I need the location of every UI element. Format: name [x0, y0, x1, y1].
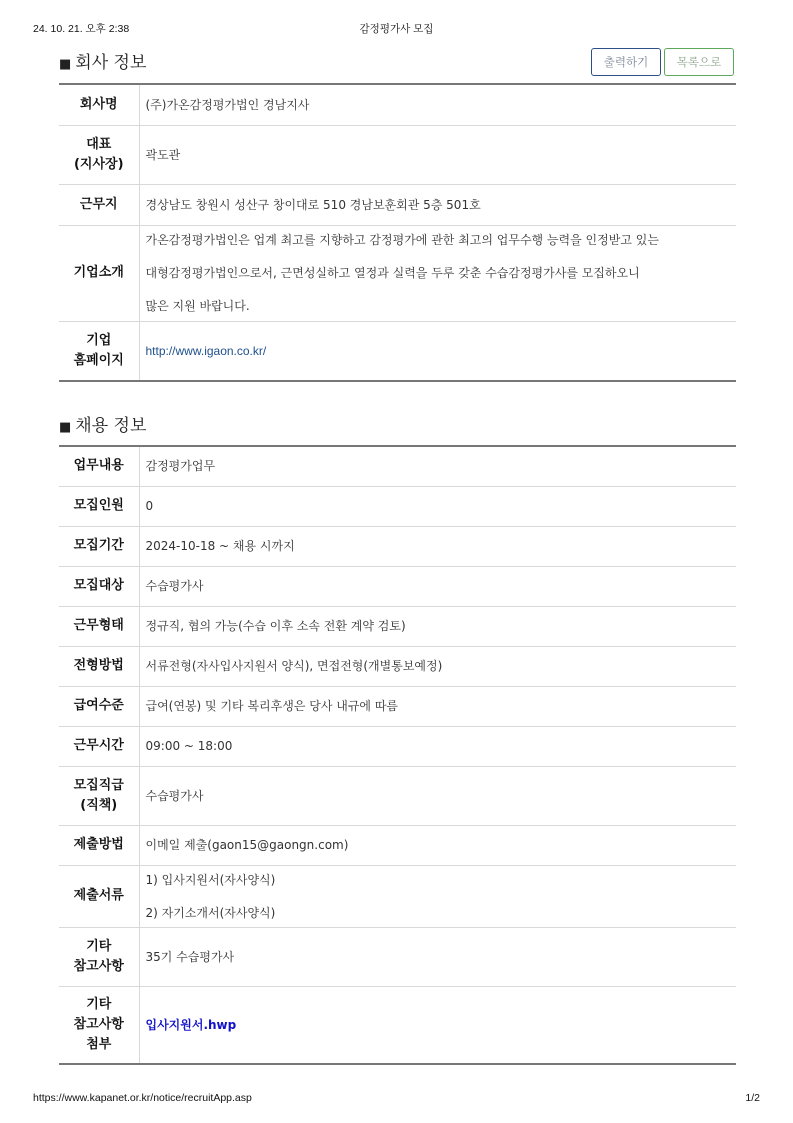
back-to-list-button[interactable]: 목록으로: [664, 48, 734, 76]
salary-value: 급여(연봉) 및 기타 복리후생은 당사 내규에 따름: [139, 686, 736, 726]
ceo-value: 곽도관: [139, 125, 736, 184]
attachment-link[interactable]: 입사지원서.hwp: [145, 1017, 237, 1032]
table-row: [59, 927, 736, 986]
table-row: [59, 865, 736, 927]
print-button[interactable]: 출력하기: [591, 48, 661, 76]
row-label: 대표 (지사장): [59, 125, 139, 184]
job-duty-value: 감정평가업무: [145, 459, 216, 474]
table-row: [59, 766, 736, 825]
row-label: 모집직급 (직책): [59, 766, 139, 825]
employment-type-value: 정규직, 협의 가능(수습 이후 소속 전환 계약 검토): [139, 606, 736, 646]
print-url: https://www.kapanet.or.kr/notice/recruitApp.asp: [33, 1092, 252, 1104]
row-label: 기타 참고사항: [59, 927, 139, 986]
workplace-value: 경상남도 창원시 성산구 창이대로 510 경남보훈회관 5층 501호: [139, 184, 736, 225]
company-info-table: [59, 83, 736, 382]
table-row: [59, 486, 736, 526]
recruit-info-title: 채용 정보: [75, 416, 147, 436]
table-row: [59, 526, 736, 566]
row-label: 회사명: [59, 84, 139, 125]
notes-value: 35기 수습평가사: [139, 927, 736, 986]
document-line: 1) 입사지원서(자사양식): [145, 872, 276, 887]
table-row: [59, 184, 736, 225]
work-hours-value: 09:00 ~ 18:00: [139, 726, 736, 766]
table-row: [59, 986, 736, 1064]
row-label: 모집기간: [59, 526, 139, 566]
submission-method-value: 이메일 제출(gaon15@gaongn.com): [139, 825, 736, 865]
print-page-number: 1/2: [745, 1092, 760, 1104]
recruit-info-heading: [59, 411, 146, 436]
intro-line: 많은 지원 바랍니다.: [145, 299, 250, 313]
square-bullet-icon: ■: [59, 57, 72, 72]
attachment-cell: [139, 986, 736, 1064]
table-row: [59, 125, 736, 184]
table-row: [59, 446, 736, 486]
homepage-cell: [139, 321, 736, 381]
table-row: [59, 84, 736, 125]
row-label: 모집인원: [59, 486, 139, 526]
row-label: 근무형태: [59, 606, 139, 646]
recruit-info-table: [59, 445, 736, 1065]
table-row: [59, 321, 736, 381]
row-label: 전형방법: [59, 646, 139, 686]
period-value: 2024-10-18 ~ 채용 시까지: [139, 526, 736, 566]
table-row: [59, 726, 736, 766]
row-label: 근무시간: [59, 726, 139, 766]
company-intro-value: [139, 225, 736, 321]
table-row: [59, 606, 736, 646]
table-row: [59, 225, 736, 321]
row-label: 급여수준: [59, 686, 139, 726]
row-label: 제출방법: [59, 825, 139, 865]
selection-method-value: 서류전형(자사입사지원서 양식), 면접전형(개별통보예정): [139, 646, 736, 686]
row-label: 업무내용: [59, 446, 139, 486]
table-row: [59, 566, 736, 606]
position-value: 수습평가사: [139, 766, 736, 825]
table-row: [59, 825, 736, 865]
row-label: 모집대상: [59, 566, 139, 606]
target-value: 수습평가사: [139, 566, 736, 606]
row-label: 기타 참고사항 첨부: [59, 986, 139, 1064]
square-bullet-icon: ■: [59, 420, 72, 435]
print-page-title: 감정평가사 모집: [359, 23, 434, 35]
row-label: 근무지: [59, 184, 139, 225]
print-datetime: 24. 10. 21. 오후 2:38: [33, 23, 130, 35]
intro-line: 가온감정평가법인은 업계 최고를 지향하고 감정평가에 관한 최고의 업무수행 능력을 인정받고 있는: [145, 233, 659, 247]
row-label: 기업소개: [59, 225, 139, 321]
row-label: 기업 홈페이지: [59, 321, 139, 381]
intro-line: 대형감정평가법인으로서, 근면성실하고 열정과 실력을 두루 갖춘 수습감정평가사를 모집하오니: [145, 266, 640, 280]
company-name-value: (주)가온감정평가법인 경남지사: [145, 97, 310, 112]
homepage-link[interactable]: http://www.igaon.co.kr/: [145, 343, 267, 358]
company-info-heading: [59, 48, 146, 73]
documents-value: [139, 865, 736, 927]
row-label: 제출서류: [59, 865, 139, 927]
table-row: [59, 686, 736, 726]
document-line: 2) 자기소개서(자사양식): [145, 905, 276, 920]
company-info-title: 회사 정보: [75, 53, 147, 73]
headcount-value: 0: [139, 486, 736, 526]
table-row: [59, 646, 736, 686]
